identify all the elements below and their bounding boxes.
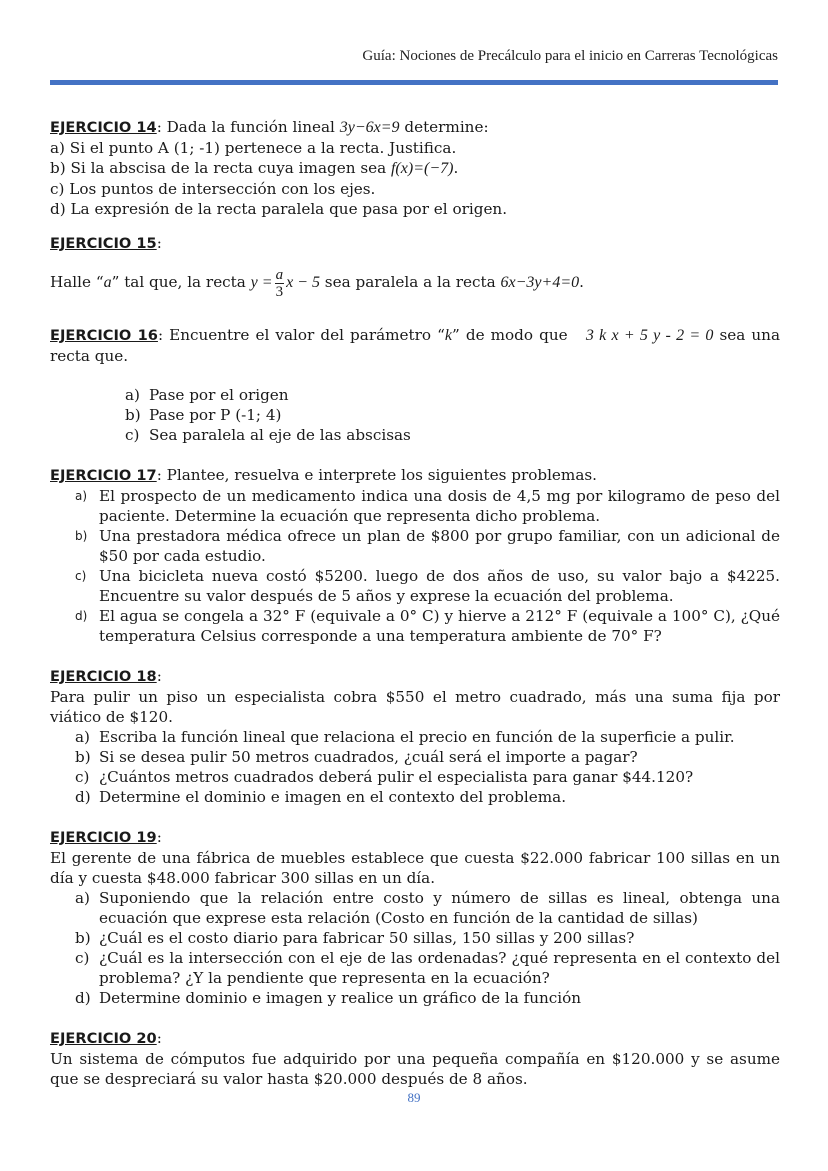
exercise-19-title: EJERCICIO 19 <box>50 829 157 846</box>
exercise-14-equation: 3y−6x=9 <box>339 119 400 136</box>
list-item: d) El agua se congela a 32° F (equivale a 0° C) y hierve a 212° F (equivale a 100° C), ¿Qué temperatura Celsius corresponde a una temperatura ambiente de 70° F? <box>75 607 780 645</box>
exercise-14-item-a: a) Si el punto A (1; -1) pertenece a la recta. Justifica. <box>50 139 457 157</box>
exercise-18-statement: Para pulir un piso un especialista cobra $550 el metro cuadrado, más una suma fija por viático de $120. <box>50 688 780 726</box>
list-item: a) Pase por el origen <box>125 386 289 404</box>
exercise-20-statement: Un sistema de cómputos fue adquirido por una pequeña compañía en $120.000 y se asume que se despreciará su valor hasta $20.000 después de 8 años. <box>50 1050 780 1088</box>
exercise-19-list <box>75 888 780 1008</box>
exercise-17-list <box>75 486 780 646</box>
exercise-18-list <box>75 727 780 807</box>
list-item: a) Escriba la función lineal que relaciona el precio en función de la superficie a pulir. <box>75 728 735 746</box>
exercise-19-statement: El gerente de una fábrica de muebles establece que cuesta $22.000 fabricar 100 sillas en un día y cuesta $48.000 fabricar 300 sillas en un día. <box>50 849 780 887</box>
exercise-20: EJERCICIO 20: Un sistema de cómputos fue adquirido por una pequeña compañía en $120.000 y se asume que se despreciará su valor hasta $20.000 después de 8 años. <box>50 1029 780 1088</box>
exercise-14-title: EJERCICIO 14 <box>50 119 157 136</box>
exercise-15: EJERCICIO 15: Halle “a” tal que, la recta y = $\frac{a}{3}$ x − 5 sea paralela a la recta 6x−3y+4=0. <box>50 233 780 303</box>
list-item: a) El prospecto de un medicamento indica una dosis de 4,5 mg por kilogramo de peso del paciente. Determine la ecuación que representa dicho problema. <box>75 487 780 525</box>
exercise-14-item-b: b) Si la abscisa de la recta cuya imagen sea f(x)=(−7). <box>50 159 459 177</box>
list-item: c) ¿Cuál es la intersección con el eje de las ordenadas? ¿qué representa en el contexto del problema? ¿Y la pendiente que representa en la ecuación? <box>75 949 780 987</box>
exercise-19: EJERCICIO 19: El gerente de una fábrica de muebles establece que cuesta $22.000 fabricar 100 sillas en un día y cuesta $48.000 fabricar 300 sillas en un día. a) Suponiendo que la relación entre costo y número de sillas es lineal, obtenga una ecuación que exprese esta relación (Costo en función de la cantidad de sillas) b) ¿Cuál es el costo diario para fabricar 50 sillas, 150 sillas y 200 sillas? c) ¿Cuál es la intersección con el eje de las ordenadas? ¿qué representa en el contexto del problema? ¿Y la pendiente que representa en la ecuación? d) Determine dominio e imagen y realice un gráfico de la función <box>50 828 780 1007</box>
list-item: a) Suponiendo que la relación entre costo y número de sillas es lineal, obtenga una ecuación que exprese esta relación (Costo en función de la cantidad de sillas) <box>75 889 780 927</box>
exercise-17-title: EJERCICIO 17 <box>50 467 157 484</box>
exercise-20-title: EJERCICIO 20 <box>50 1030 157 1047</box>
exercise-15-statement: Halle “a” tal que, la recta y = $\frac{a}{3}$ x − 5 sea paralela a la recta 6x−3y+4=0. <box>50 266 584 300</box>
page-header: Guía: Nociones de Precálculo para el inicio en Carreras Tecnológicas <box>362 48 778 64</box>
page-number: 89 <box>407 1090 421 1105</box>
list-item: d) Determine el dominio e imagen en el contexto del problema. <box>75 788 567 806</box>
exercise-16-title: EJERCICIO 16 <box>50 327 158 344</box>
exercise-16-list <box>125 385 780 445</box>
exercise-17: EJERCICIO 17: Plantee, resuelva e interprete los siguientes problemas. a) El prospecto de un medicamento indica una dosis de 4,5 mg por kilogramo de peso del paciente. Determine la ecuación que representa dicho problema. b) Una prestadora médica ofrece un plan de $800 por grupo familiar, con un adicional de $50 por cada estudio. c) Una bicicleta nueva costó $5200. luego de dos años de uso, su valor bajo a $4225. Encuentre su valor después de 5 años y exprese la ecuación del problema. d) El agua se congela a 32° F (equivale a 0° C) y hierve a 212° F (equivale a 100° C), ¿Qué temperatura Celsius corresponde a una temperatura ambiente de 70° F? <box>50 466 780 645</box>
list-item: c) ¿Cuántos metros cuadrados deberá pulir el especialista para ganar $44.120? <box>75 768 694 786</box>
list-item: d) Determine dominio e imagen y realice un gráfico de la función <box>75 989 582 1007</box>
fraction-a-over-3: $\frac{a}{3}$ <box>275 266 284 300</box>
exercise-16-equation: 3 k x + 5 y - 2 = 0 <box>585 327 714 344</box>
exercise-16 <box>50 325 780 445</box>
list-item: c) Sea paralela al eje de las abscisas <box>125 426 411 444</box>
exercise-16-statement: EJERCICIO 16: Encuentre el valor del parámetro “k” de modo que 3 k x + 5 y - 2 = 0 sea una recta que. <box>50 326 781 365</box>
list-item: b) ¿Cuál es el costo diario para fabricar 50 sillas, 150 sillas y 200 sillas? <box>75 929 635 947</box>
list-item: b) Una prestadora médica ofrece un plan de $800 por grupo familiar, con un adicional de $50 por cada estudio. <box>75 527 780 565</box>
page-content <box>50 117 780 1103</box>
exercise-14-item-d: d) La expresión de la recta paralela que pasa por el origen. <box>50 200 508 218</box>
list-item: c) Una bicicleta nueva costó $5200. luego de dos años de uso, su valor bajo a $4225. Encuentre su valor después de 5 años y exprese la ecuación del problema. <box>75 567 780 605</box>
list-item: b) Si se desea pulir 50 metros cuadrados, ¿cuál será el importe a pagar? <box>75 748 638 766</box>
exercise-18-title: EJERCICIO 18 <box>50 668 157 685</box>
exercise-18: EJERCICIO 18: Para pulir un piso un especialista cobra $550 el metro cuadrado, más una suma fija por viático de $120. a) Escriba la función lineal que relaciona el precio en función de la superficie a pulir. b) Si se desea pulir 50 metros cuadrados, ¿cuál será el importe a pagar? c) ¿Cuántos metros cuadrados deberá pulir el especialista para ganar $44.120? d) Determine el dominio e imagen en el contexto del problema. <box>50 667 780 806</box>
list-item: b) Pase por P (-1; 4) <box>125 406 282 424</box>
exercise-14-item-c: c) Los puntos de intersección con los ejes. <box>50 180 376 198</box>
exercise-14: EJERCICIO 14: Dada la función lineal 3y−6x=9 determine: a) Si el punto A (1; -1) pertenece a la recta. Justifica. b) Si la abscisa de la recta cuya imagen sea f(x)=(−7). c) Los puntos de intersección con los ejes. d) La expresión de la recta paralela que pasa por el origen. <box>50 117 780 219</box>
header-rule <box>50 80 778 85</box>
exercise-15-title: EJERCICIO 15 <box>50 235 157 252</box>
